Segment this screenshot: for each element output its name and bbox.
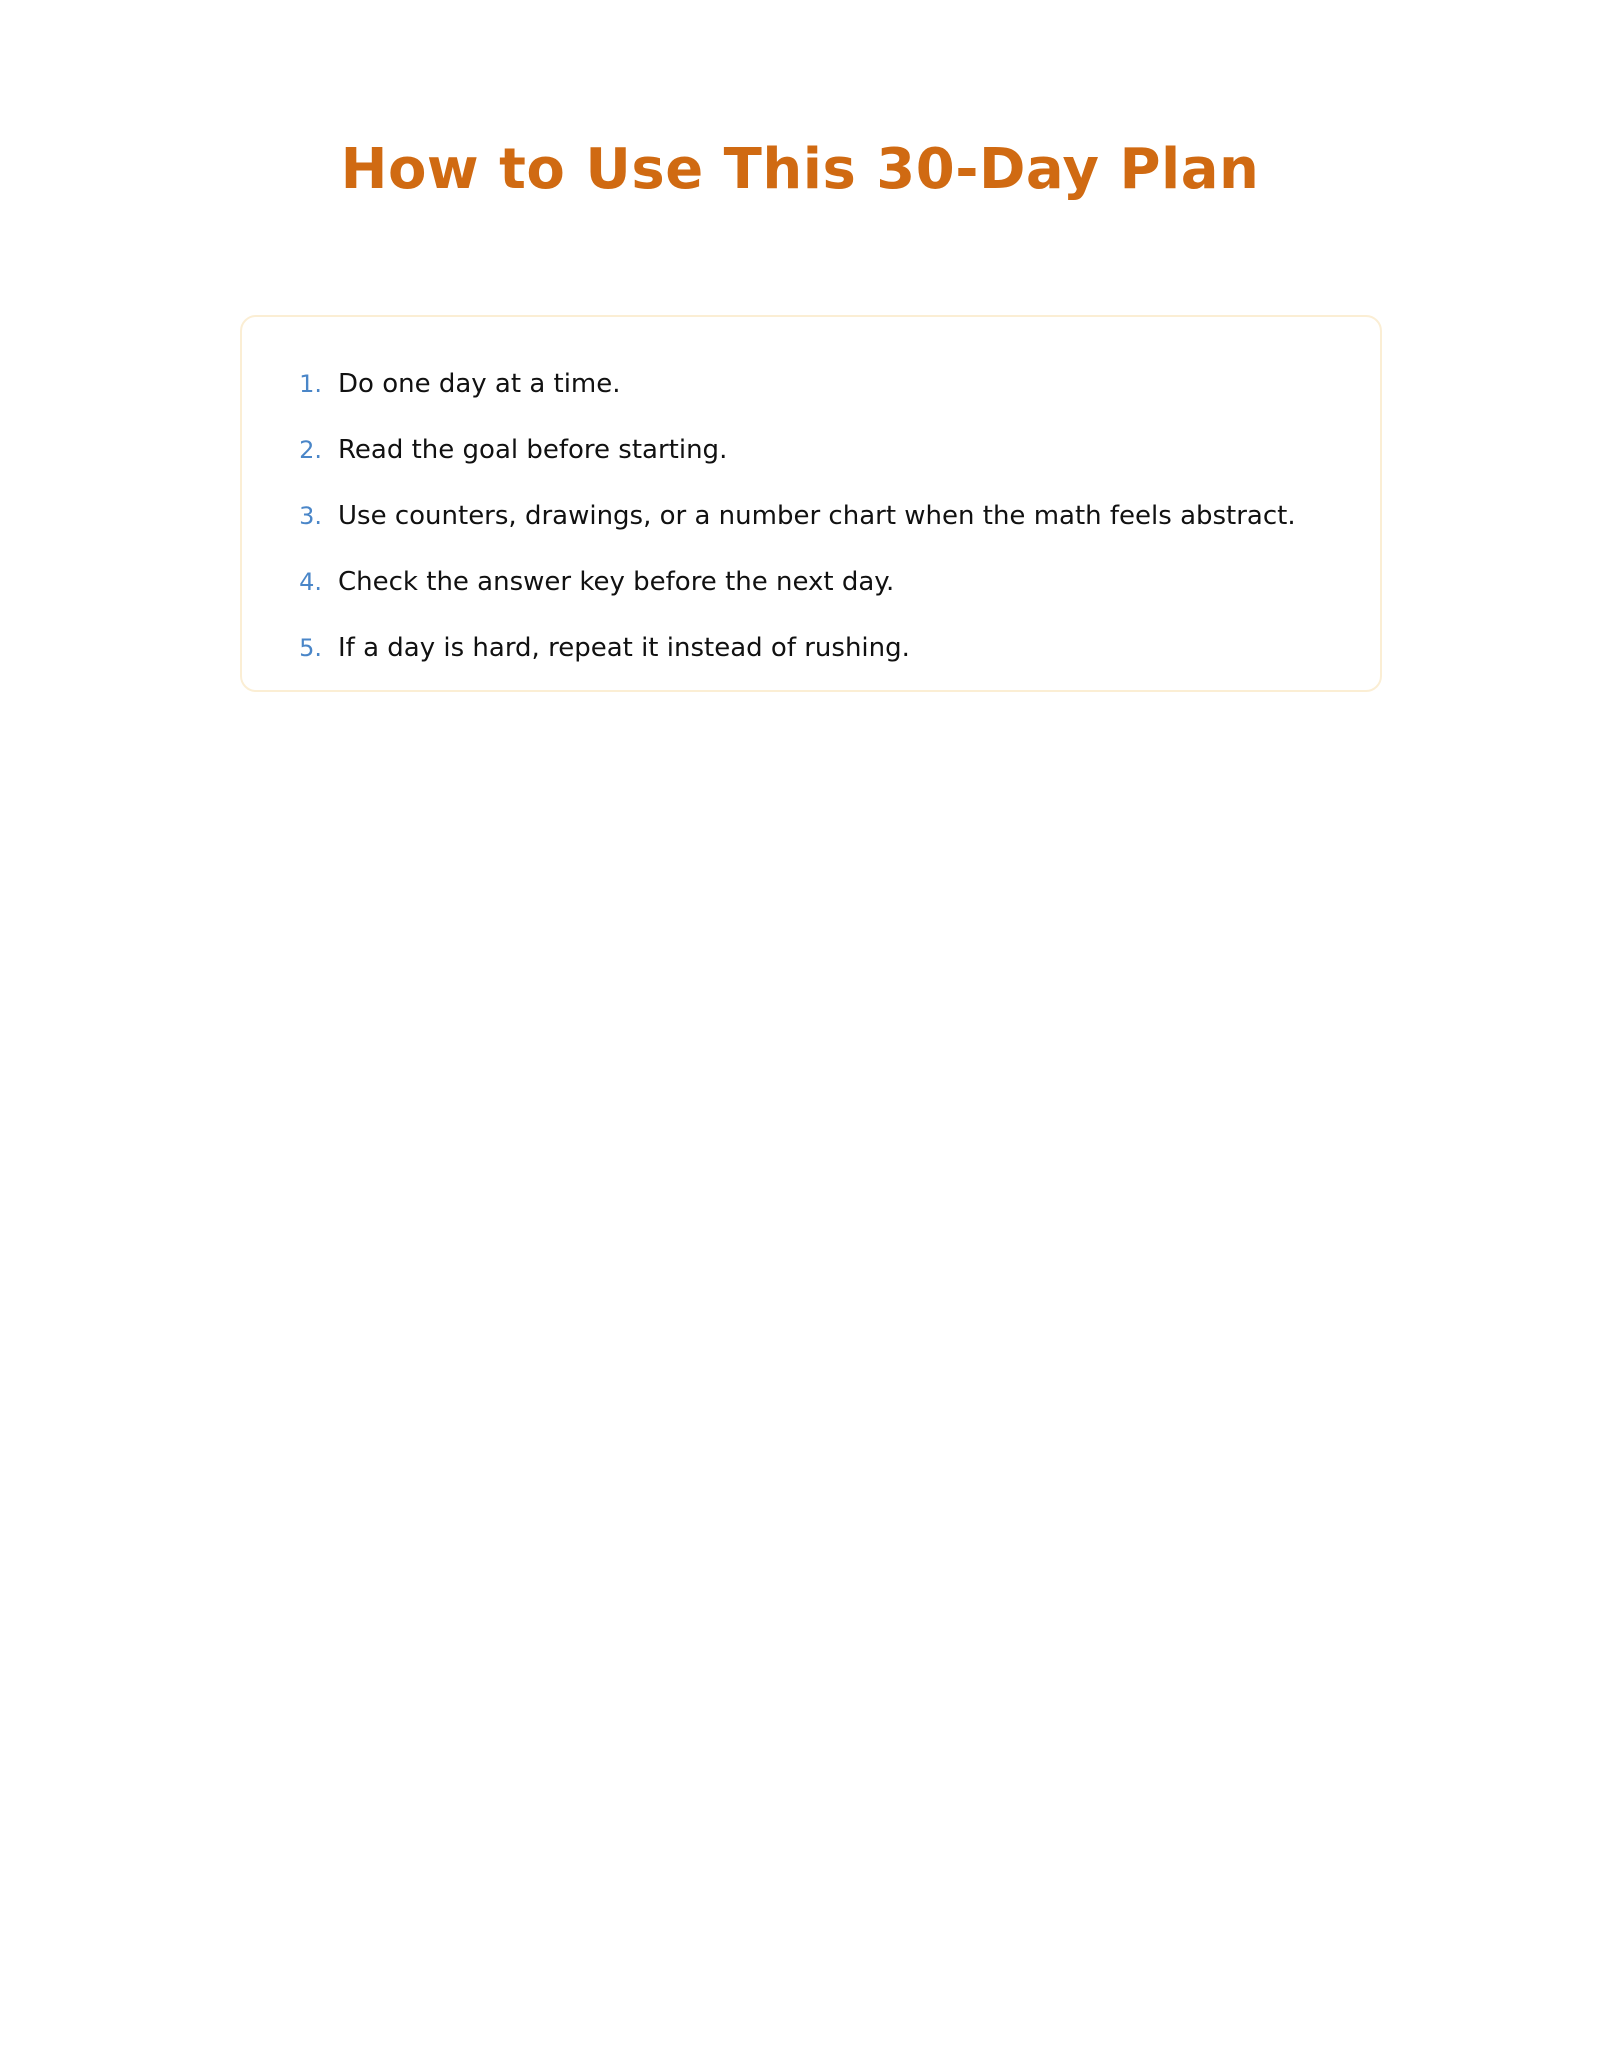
list-item [242,483,1380,549]
step-number: 4. [299,568,322,596]
step-number: 5. [299,634,322,662]
step-text: Read the goal before starting. [338,435,728,465]
step-text: Check the answer key before the next day. [338,567,895,597]
list-item [242,417,1380,483]
step-number: 3. [299,502,322,530]
step-text: Do one day at a time. [338,369,621,399]
list-item [242,549,1380,615]
step-text: Use counters, drawings, or a number chart when the math feels abstract. [338,501,1296,531]
step-number: 2. [299,436,322,464]
list-item [242,615,1380,681]
steps-list [242,351,1380,681]
step-text: If a day is hard, repeat it instead of rushing. [338,633,910,663]
list-item [242,351,1380,417]
step-number: 1. [299,370,322,398]
instructions-box [240,315,1382,692]
page-title: How to Use This 30-Day Plan [340,137,1260,202]
